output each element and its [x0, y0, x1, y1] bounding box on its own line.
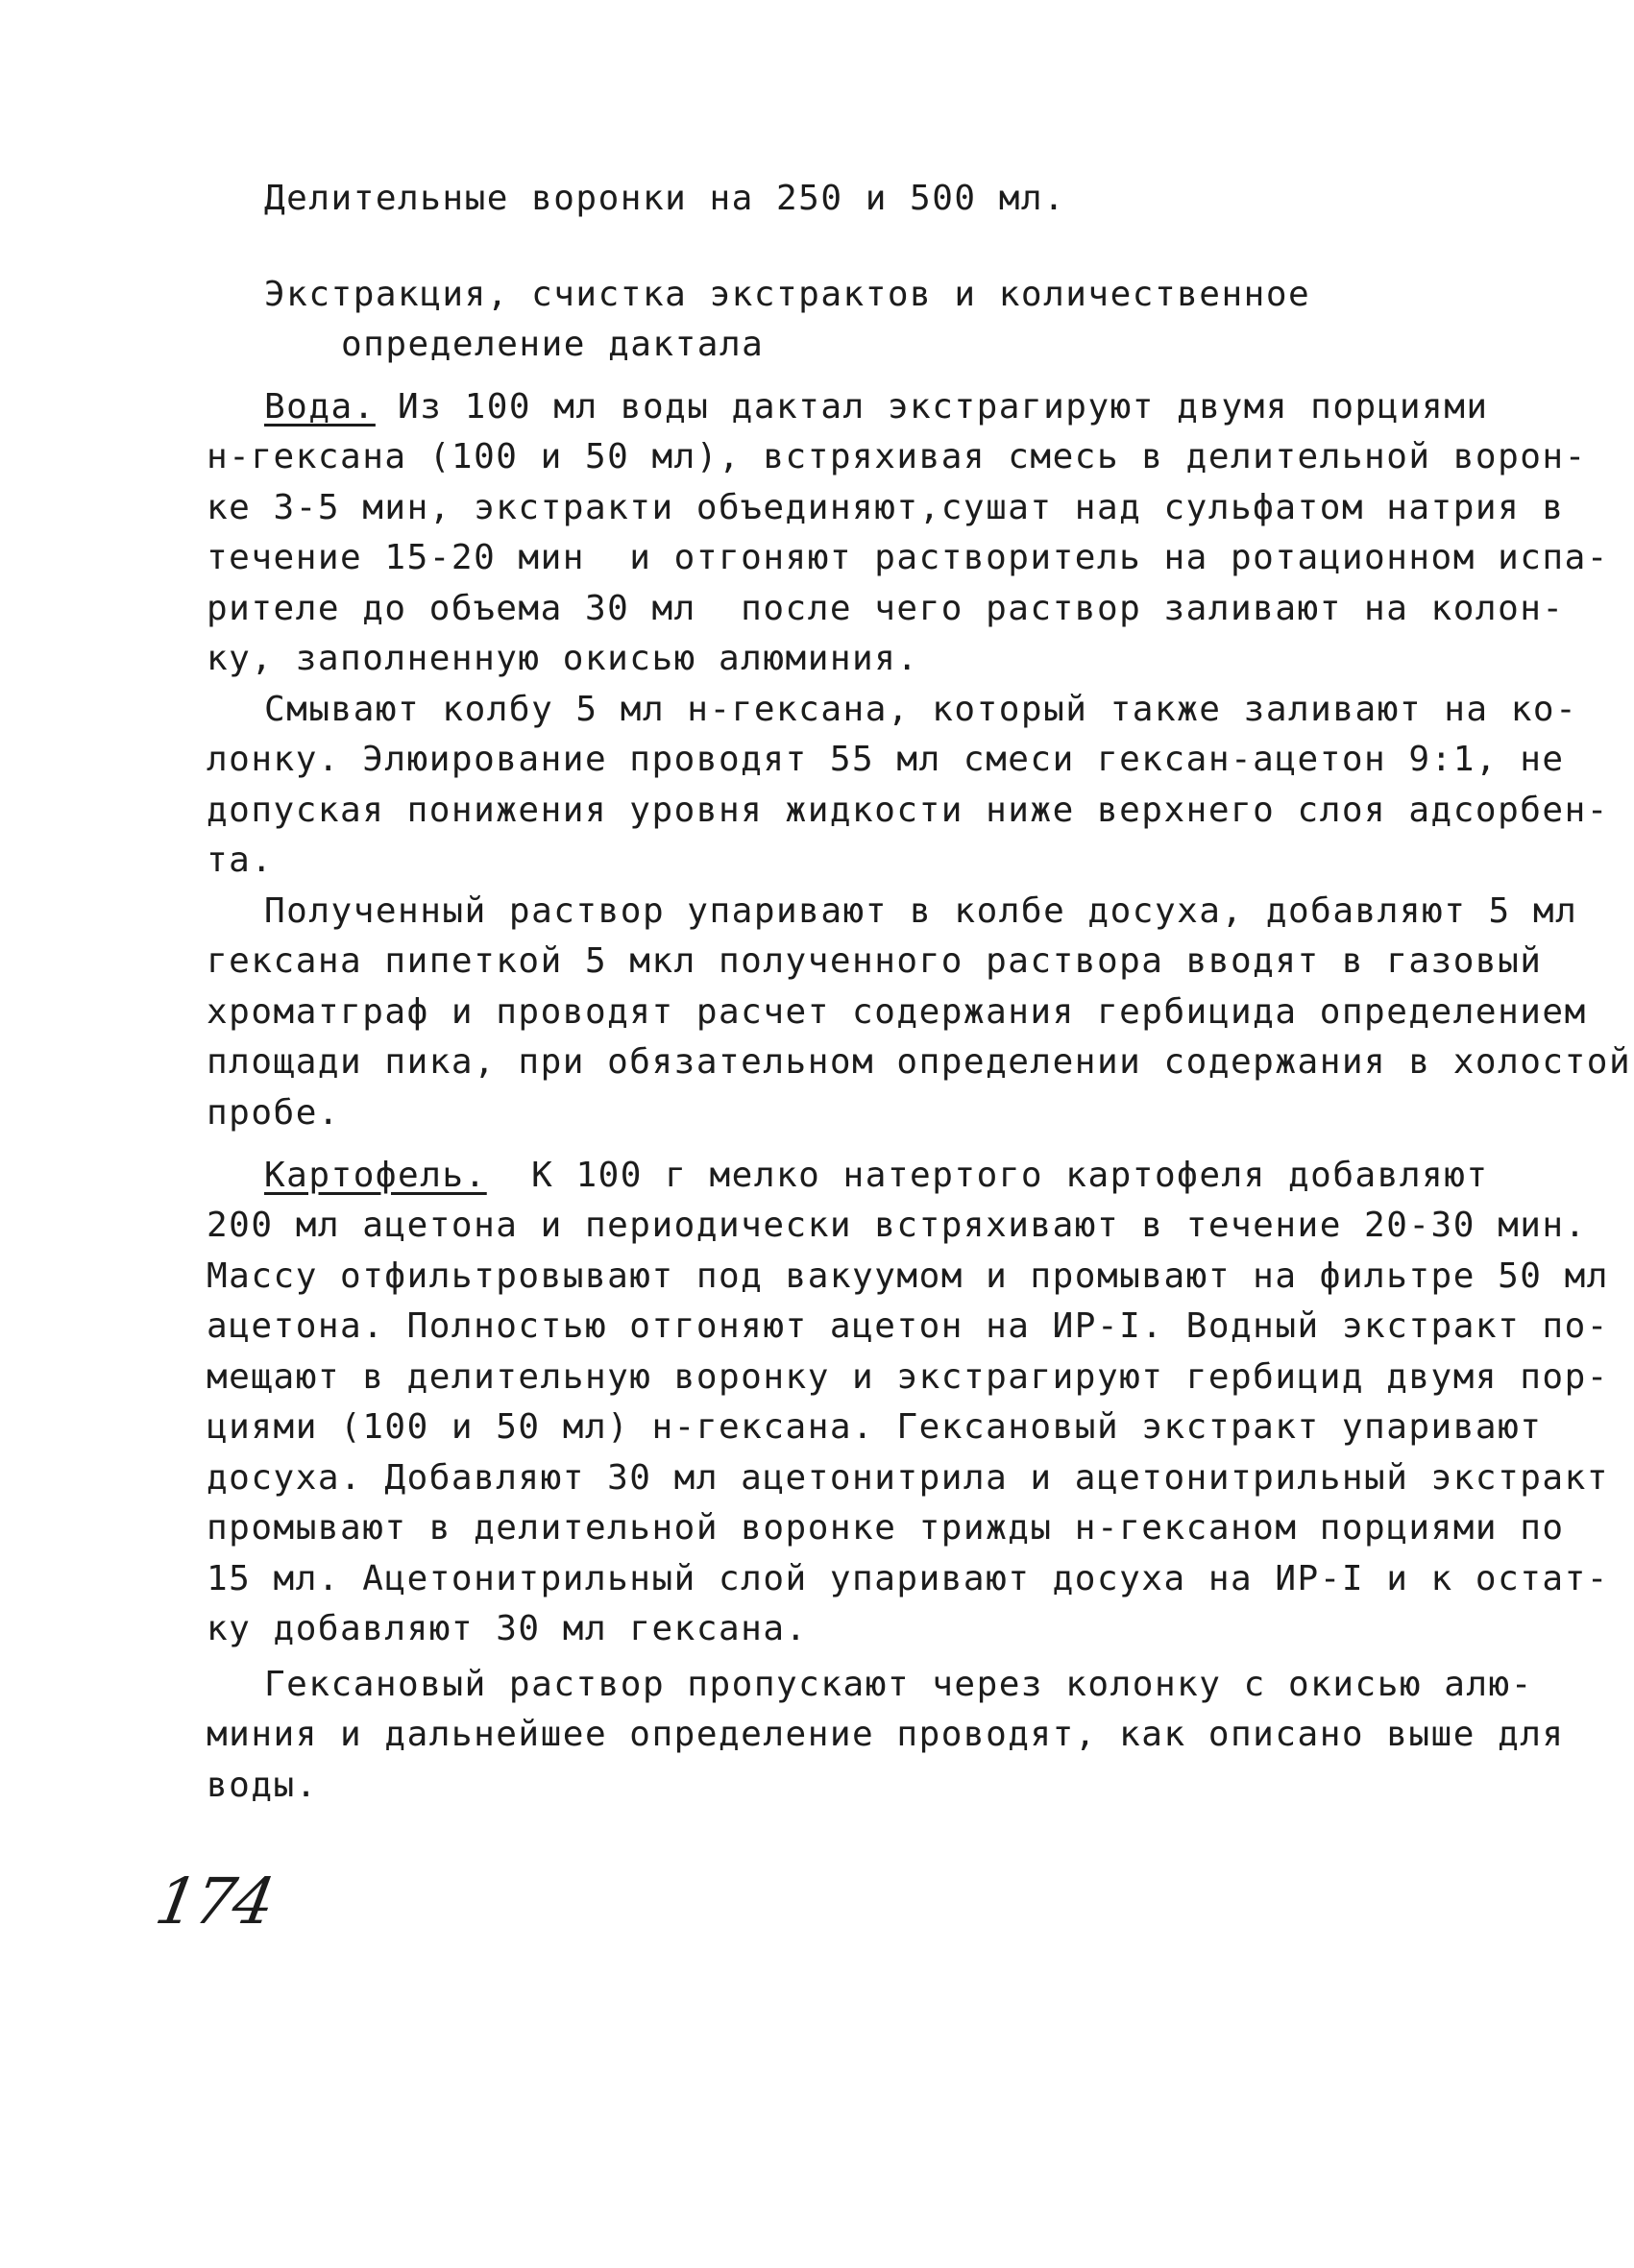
potato-heading: Картофель.	[264, 1156, 487, 1195]
water-line-4: течение 15-20 мин и отгоняют растворитель на ротационном испа-	[207, 538, 1609, 577]
section-title-line-1: Экстракция, счистка экстрактов и количественное	[264, 275, 1311, 314]
potato-line-7: досуха. Добавляют 30 мл ацетонитрила и ацетонитрильный экстракт	[207, 1458, 1609, 1498]
water-para3-line-2: гексана пипеткой 5 мкл полученного раствора вводят в газовый	[207, 941, 1543, 981]
potato-line-3: Массу отфильтровывают под вакуумом и промывают на фильтре 50 мл	[207, 1256, 1609, 1296]
water-line-3: ке 3-5 мин, экстракти объединяют,сушат над сульфатом натрия в	[207, 488, 1565, 527]
water-para3-line-1: Полученный раствор упаривают в колбе досуха, добавляют 5 мл	[264, 891, 1578, 931]
potato-line-9: 15 мл. Ацетонитрильный слой упаривают досуха на ИР-I и к остат-	[207, 1559, 1609, 1598]
potato-para2-line-1: Гексановый раствор пропускают через колонку с окисью алю-	[264, 1665, 1533, 1704]
section-title-line-2: определение дактала	[341, 325, 765, 364]
water-para2-line-2: лонку. Элюирование проводят 55 мл смеси гексан-ацетон 9:1, не	[207, 740, 1565, 779]
water-line-1	[264, 384, 1489, 430]
water-line-5: рителе до объема 30 мл после чего раствор заливают на колон-	[207, 589, 1565, 628]
page-number: 174	[150, 1865, 279, 1939]
water-para2-line-1: Смывают колбу 5 мл н-гексана, который также заливают на ко-	[264, 690, 1578, 729]
potato-line-4: ацетона. Полностью отгоняют ацетон на ИР-I. Водный экстракт по-	[207, 1306, 1609, 1346]
water-para3-line-5: пробе.	[207, 1093, 341, 1133]
potato-line-10: ку добавляют 30 мл гексана.	[207, 1609, 808, 1648]
water-para3-line-3: хроматграф и проводят расчет содержания гербицида определением	[207, 992, 1587, 1032]
potato-line-2: 200 мл ацетона и периодически встряхивают в течение 20-30 мин.	[207, 1206, 1587, 1245]
potato-line-8: промывают в делительной воронке трижды н-гексаном порциями по	[207, 1508, 1565, 1548]
potato-para2-line-3: воды.	[207, 1766, 318, 1805]
potato-line-1-text: К 100 г мелко натертого картофеля добавляют	[486, 1156, 1489, 1195]
water-line-2: н-гексана (100 и 50 мл), встряхивая смесь в делительной ворон-	[207, 437, 1587, 476]
water-para2-line-3: допуская понижения уровня жидкости ниже верхнего слоя адсорбен-	[207, 791, 1609, 830]
water-line-1-text: Из 100 мл воды дактал экстрагируют двумя порциями	[375, 387, 1489, 427]
water-heading: Вода.	[264, 387, 376, 427]
potato-line-1	[264, 1153, 1489, 1199]
water-para2-line-4: та.	[207, 841, 274, 880]
potato-para2-line-2: миния и дальнейшее определение проводят, как описано выше для	[207, 1715, 1565, 1754]
potato-line-5: мещают в делительную воронку и экстрагируют гербицид двумя пор-	[207, 1357, 1609, 1397]
water-para3-line-4: площади пика, при обязательном определении содержания в холостой	[207, 1042, 1632, 1082]
water-line-6: ку, заполненную окисью алюминия.	[207, 639, 919, 678]
equipment-line: Делительные воронки на 250 и 500 мл.	[264, 179, 1066, 218]
potato-line-6: циями (100 и 50 мл) н-гексана. Гексановый экстракт упаривают	[207, 1407, 1543, 1447]
